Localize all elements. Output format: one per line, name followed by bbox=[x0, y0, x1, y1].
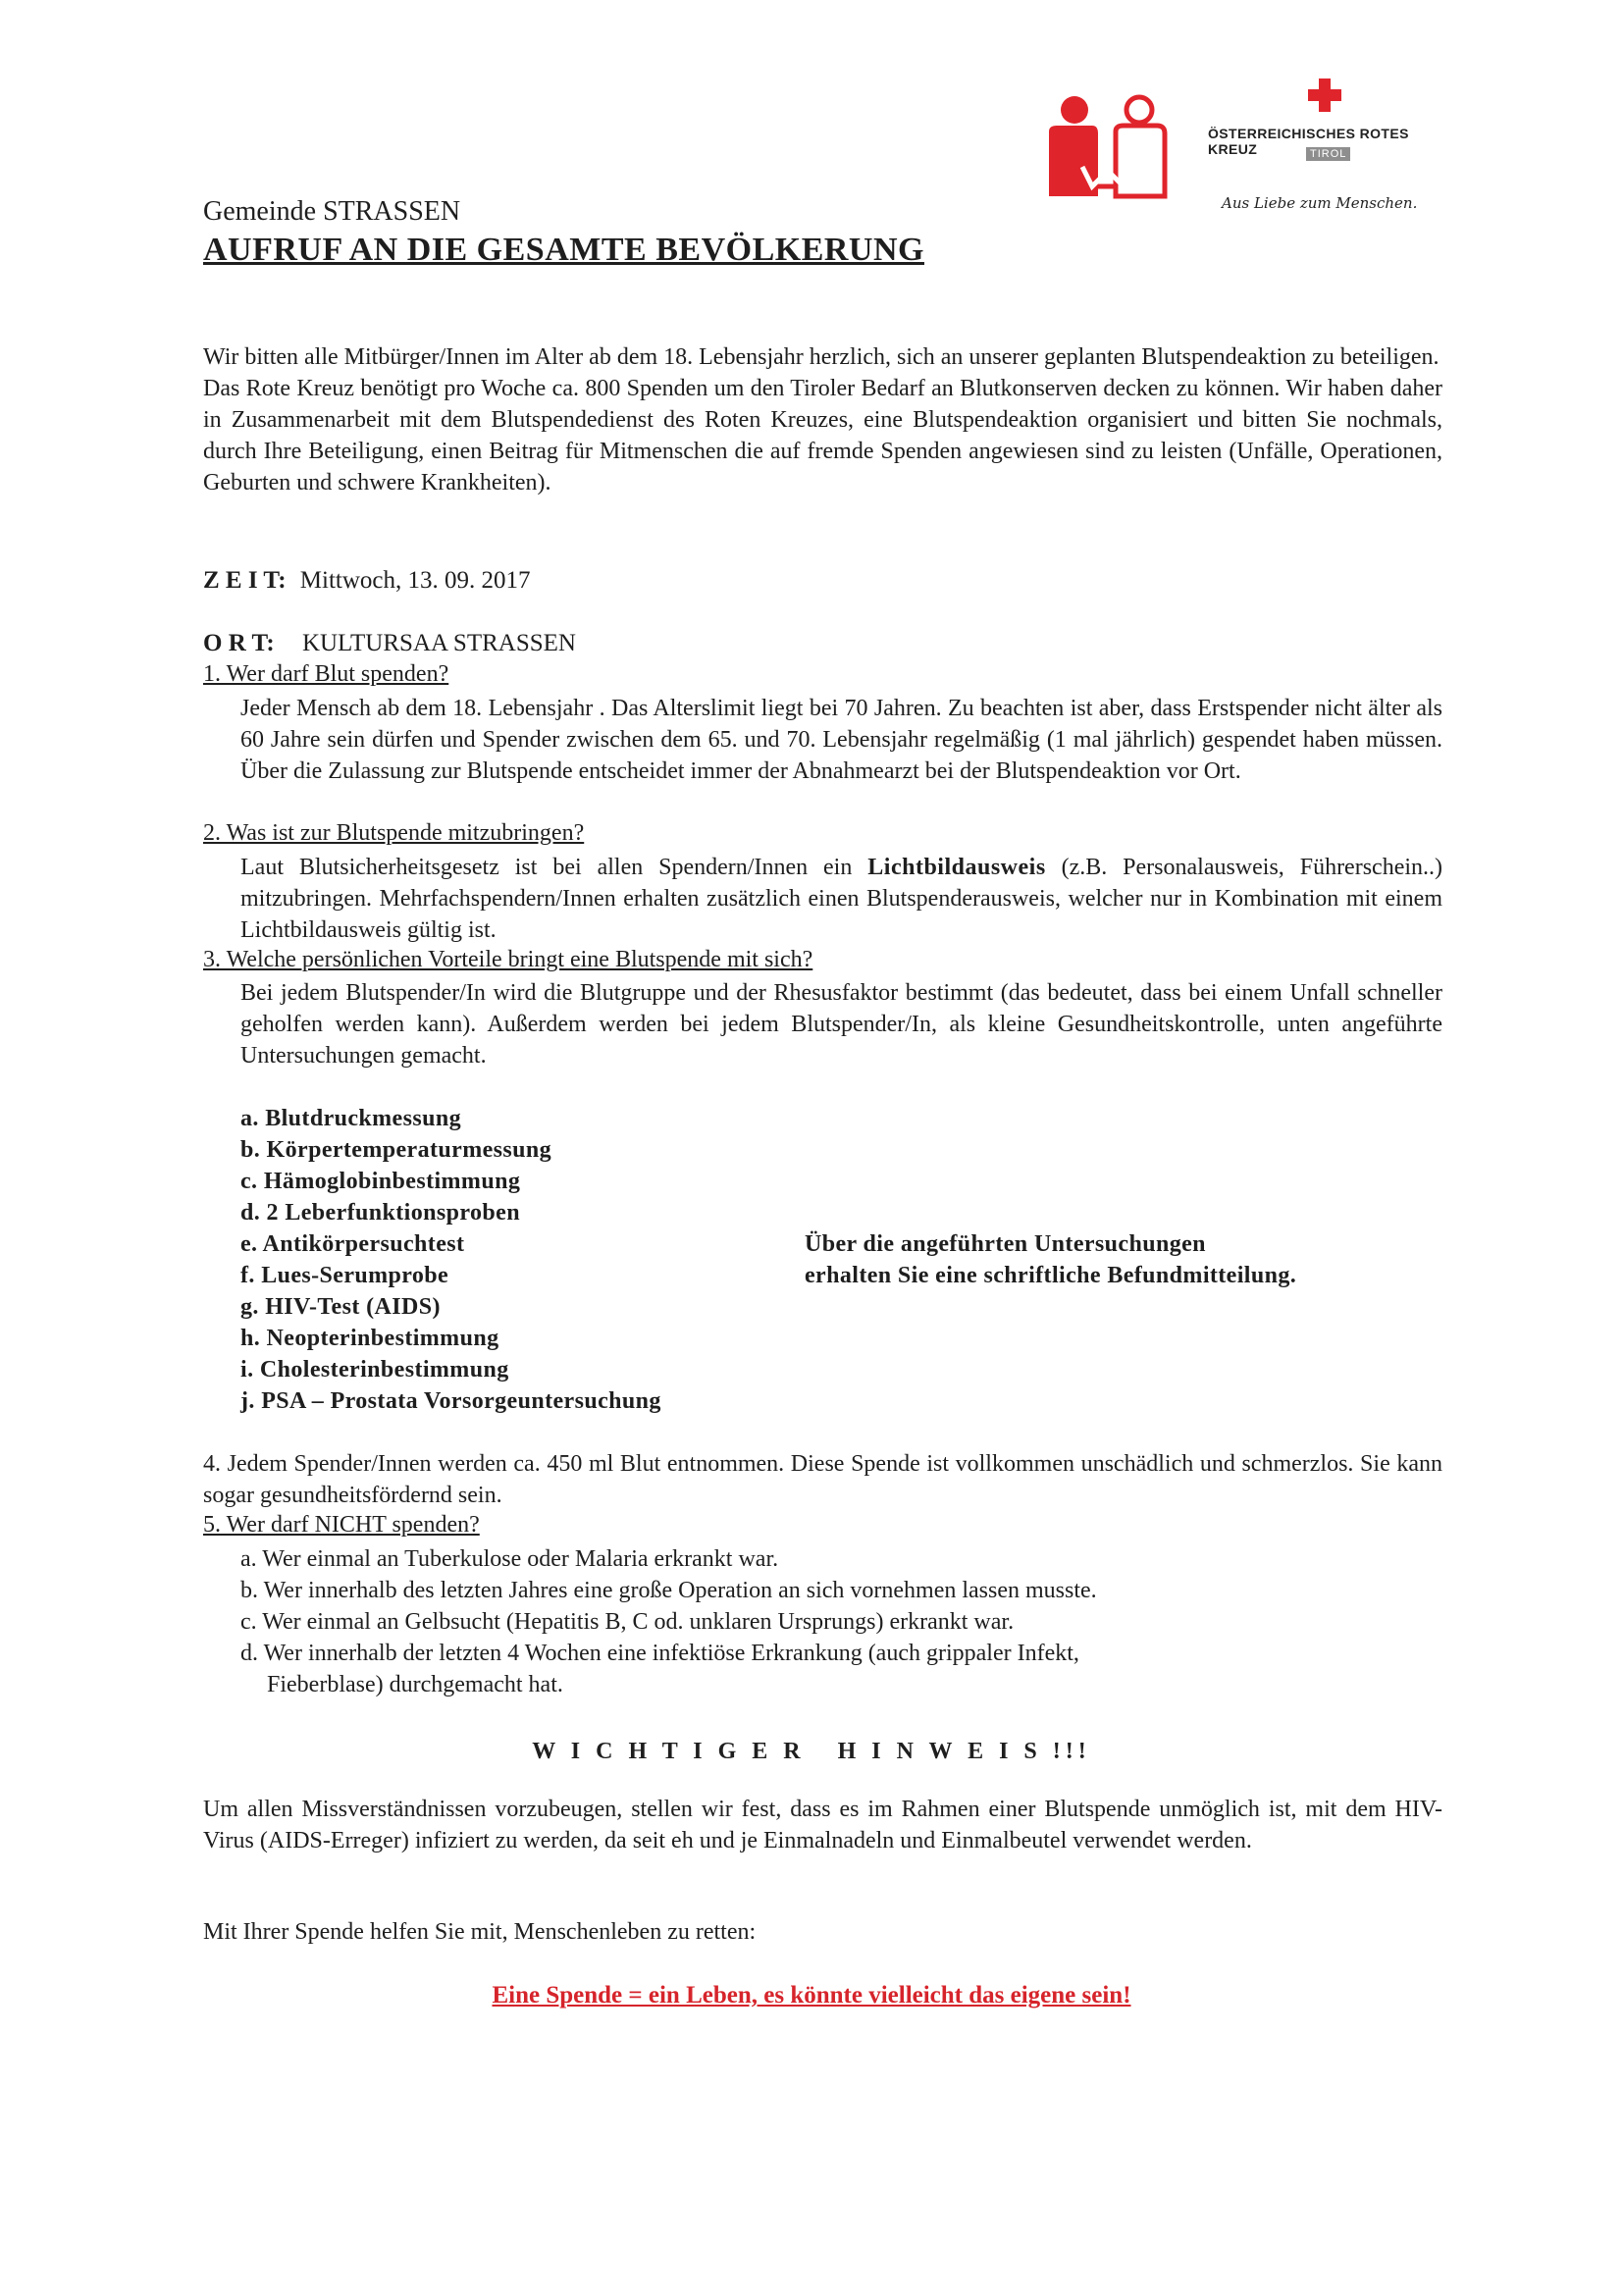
q2-text-after: (z.B. Personalausweis, Führerschein..) mitzubringen. Mehrfachspendern/Innen erhalten zusätzlich einen Blutspenderausweis, welcher nur in Kombination mit einem Lichtbildausweis gültig ist. bbox=[240, 855, 1443, 943]
zeit-label: Z E I T: bbox=[203, 567, 287, 594]
donation-slogan: Eine Spende = ein Leben, es könnte vielleicht das eigene sein! bbox=[492, 1982, 1131, 2009]
q5-list bbox=[240, 1543, 1097, 1700]
intro bbox=[203, 341, 1442, 498]
intro-paragraph-2: Das Rote Kreuz benötigt pro Woche ca. 800 Spenden um den Tiroler Bedarf an Blutkonserven decken zu können. Wir haben daher in Zusammenarbeit mit dem Blutspendedienst des Roten Kreuzes, eine Blutspendeaktion organisiert und bitten Sie nochmals, durch Ihre Beteiligung, einen Beitrag für Mitmenschen die auf fremde Spenden angewiesen sind zu leisten (Unfälle, Operationen, Geburten und schwere Krankheiten). bbox=[203, 376, 1442, 496]
red-cross-icon bbox=[1308, 78, 1341, 112]
red-cross-logo bbox=[1035, 69, 1457, 226]
list-item: c. Hämoglobinbestimmung bbox=[240, 1169, 521, 1194]
list-item: d. 2 Leberfunktionsproben bbox=[240, 1200, 520, 1226]
exam-note bbox=[805, 1228, 1296, 1291]
intro-paragraph-1: Wir bitten alle Mitbürger/Innen im Alter ab dem 18. Lebensjahr herzlich, sich an unserer geplanten Blutspendeaktion zu beteiligen. bbox=[203, 344, 1440, 370]
exam-list bbox=[240, 1103, 661, 1417]
region-badge: TIROL bbox=[1306, 147, 1350, 161]
list-item: b. Körpertemperaturmessung bbox=[240, 1137, 552, 1163]
ort-row bbox=[203, 630, 576, 657]
logo-slogan: Aus Liebe zum Menschen. bbox=[1222, 194, 1418, 212]
exam-note-line-2: erhalten Sie eine schriftliche Befundmitteilung. bbox=[805, 1263, 1297, 1288]
exam-note-line-1: Über die angeführten Untersuchungen bbox=[805, 1231, 1206, 1257]
q1-heading: 1. Wer darf Blut spenden? bbox=[203, 661, 449, 687]
org-name: ÖSTERREICHISCHES ROTES KREUZ bbox=[1208, 126, 1409, 157]
notice-closing: Mit Ihrer Spende helfen Sie mit, Menschenleben zu retten: bbox=[203, 1919, 757, 1945]
list-item: j. PSA – Prostata Vorsorgeuntersuchung bbox=[240, 1388, 661, 1414]
zeit-value: Mittwoch, 13. 09. 2017 bbox=[299, 567, 531, 594]
list-item: i. Cholesterinbestimmung bbox=[240, 1357, 509, 1383]
q2-text bbox=[240, 852, 1442, 946]
list-item: a. Blutdruckmessung bbox=[240, 1106, 461, 1131]
q1-text: Jeder Mensch ab dem 18. Lebensjahr . Das Alterslimit liegt bei 70 Jahren. Zu beachten ist aber, dass Erstspender nicht älter als 60 Jahre sein dürfen und Spender zwischen dem 65. und 70. Lebensjahr regelmäßig (1 mal jährlich) gespendet haben müssen. Über die Zulassung zur Blutspende entscheidet immer der Abnahmearzt bei der Blutspendeaktion vor Ort. bbox=[240, 696, 1442, 784]
list-item: e. Antikörpersuchtest bbox=[240, 1231, 465, 1257]
list-item: h. Neopterinbestimmung bbox=[240, 1326, 499, 1351]
page-title: AUFRUF AN DIE GESAMTE BEVÖLKERUNG bbox=[203, 232, 924, 268]
q2-heading: 2. Was ist zur Blutspende mitzubringen? bbox=[203, 820, 585, 846]
list-item: b. Wer innerhalb des letzten Jahres eine große Operation an sich vornehmen lassen musste. bbox=[240, 1578, 1097, 1603]
list-item: a. Wer einmal an Tuberkulose oder Malaria erkrankt war. bbox=[240, 1546, 779, 1572]
ort-label: O R T: bbox=[203, 630, 275, 656]
notice-heading: W I C H T I G E R H I N W E I S !!! bbox=[532, 1739, 1091, 1764]
list-item: g. HIV-Test (AIDS) bbox=[240, 1294, 441, 1320]
list-item-continuation: Fieberblase) durchgemacht hat. bbox=[267, 1672, 563, 1697]
list-item: d. Wer innerhalb der letzten 4 Wochen eine infektiöse Erkrankung (auch grippaler Infekt, bbox=[240, 1641, 1079, 1666]
q2-text-before: Laut Blutsicherheitsgesetz ist bei allen Spendern/Innen ein bbox=[240, 855, 853, 880]
q3-heading: 3. Welche persönlichen Vorteile bringt eine Blutspende mit sich? bbox=[203, 947, 813, 972]
ort-value: KULTURSAA STRASSEN bbox=[301, 630, 576, 656]
notice-text: Um allen Missverständnissen vorzubeugen, stellen wir fest, dass es im Rahmen einer Blutspende unmöglich ist, mit dem HIV-Virus (AIDS-Erreger) infiziert zu werden, da seit eh und je Einmalnadeln und Einmalbeutel verwendet werden. bbox=[203, 1797, 1442, 1853]
municipality-name: Gemeinde STRASSEN bbox=[203, 196, 461, 227]
q2-bold: Lichtbildausweis bbox=[867, 855, 1046, 880]
list-item: f. Lues-Serumprobe bbox=[240, 1263, 449, 1288]
list-item: c. Wer einmal an Gelbsucht (Hepatitis B, C od. unklaren Ursprungs) erkrankt war. bbox=[240, 1609, 1015, 1635]
blood-donors-icon bbox=[1035, 88, 1182, 226]
q5-heading: 5. Wer darf NICHT spenden? bbox=[203, 1512, 480, 1538]
zeit-row bbox=[203, 567, 531, 595]
q3-text: Bei jedem Blutspender/In wird die Blutgruppe und der Rhesusfaktor bestimmt (das bedeutet, dass bei einem Unfall schneller geholfen werden kann). Außerdem werden bei jedem Blutspender/In, als kleine Gesundheitskontrolle, unten angeführte Untersuchungen gemacht. bbox=[240, 980, 1442, 1069]
q4-text: 4. Jedem Spender/Innen werden ca. 450 ml Blut entnommen. Diese Spende ist vollkommen unschädlich und schmerzlos. Sie kann sogar gesundheitsfördernd sein. bbox=[203, 1451, 1442, 1508]
